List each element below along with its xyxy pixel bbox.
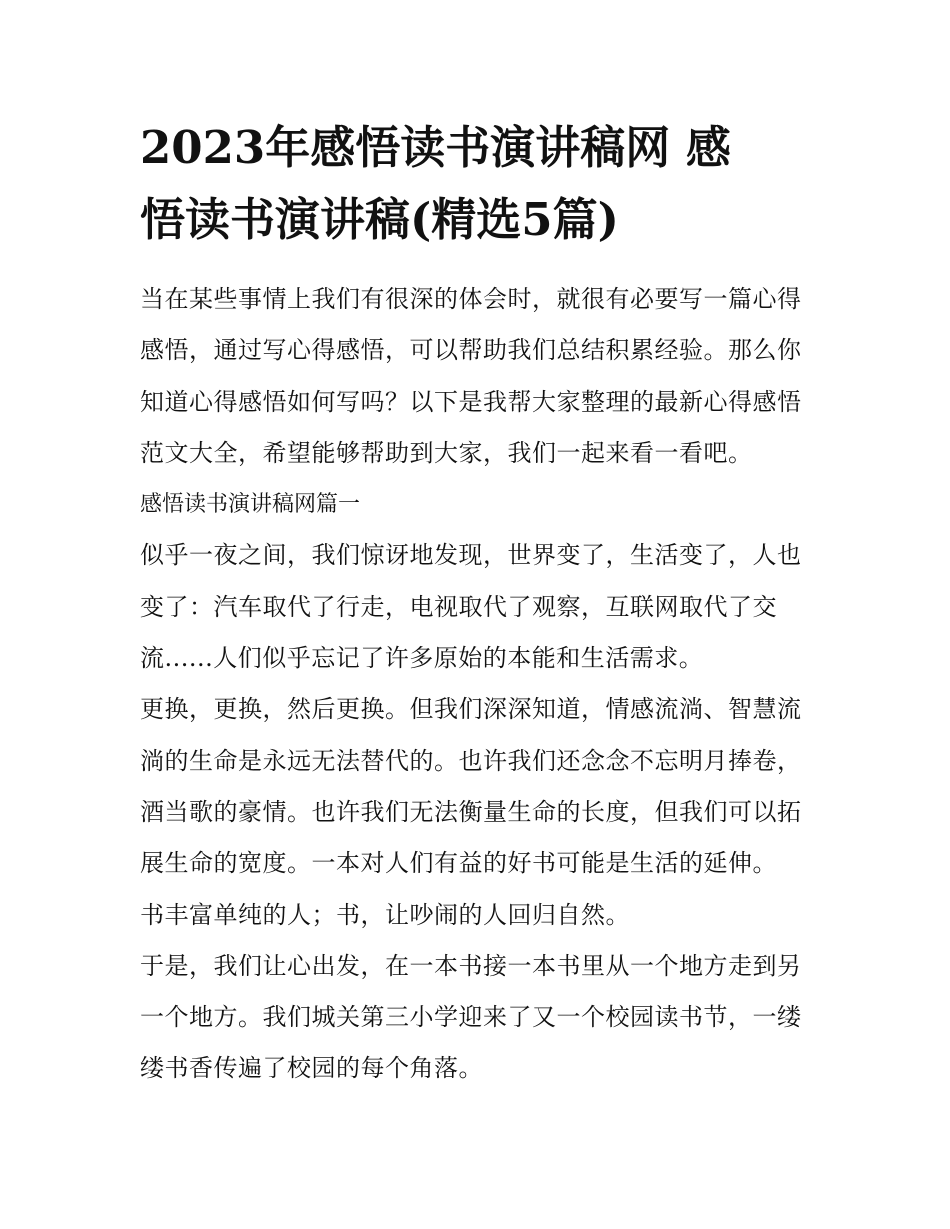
text-line: 流......人们似乎忘记了许多原始的本能和生活需求。 — [140, 644, 704, 673]
text-line: 缕书香传遍了校园的每个角落。 — [140, 1054, 483, 1083]
text-line: 知道心得感悟如何写吗？以下是我帮大家整理的最新心得感悟 — [140, 387, 802, 416]
text-line: 酒当歌的豪情。也许我们无法衡量生命的长度，但我们可以拓 — [140, 797, 802, 826]
section-heading — [140, 479, 825, 530]
body-paragraph — [140, 941, 825, 1095]
section-heading-text: 感悟读书演讲稿网篇一 — [140, 492, 361, 518]
text-line: 范文大全，希望能够帮助到大家，我们一起来看一看吧。 — [140, 438, 753, 467]
text-line: 书丰富单纯的人；书，让吵闹的人回归自然。 — [140, 900, 630, 929]
text-line: 更换，更换，然后更换。但我们深深知道，情感流淌、智慧流 — [140, 695, 802, 724]
text-line: 感悟，通过写心得感悟，可以帮助我们总结积累经验。那么你 — [140, 336, 802, 365]
text-line: 当在某些事情上我们有很深的体会时，就很有必要写一篇心得 — [140, 285, 802, 313]
body-paragraph — [140, 530, 825, 684]
text-line: 展生命的宽度。一本对人们有益的好书可能是生活的延伸。 — [140, 849, 777, 878]
intro-paragraph — [140, 274, 825, 479]
document-body — [140, 274, 825, 1095]
text-line: 淌的生命是永远无法替代的。也许我们还念念不忘明月捧卷， — [140, 746, 802, 775]
text-line: 一个地方。我们城关第三小学迎来了又一个校园读书节，一缕 — [140, 1003, 802, 1032]
document-title — [140, 112, 820, 256]
title-line-1: 2023年感悟读书演讲稿网 感 — [140, 121, 731, 174]
text-line: 于是，我们让心出发，在一本书接一本书里从一个地方走到另 — [140, 951, 802, 980]
title-line-2: 悟读书演讲稿(精选5篇) — [140, 193, 619, 246]
body-paragraph — [140, 890, 825, 941]
text-line: 似乎一夜之间，我们惊讶地发现，世界变了，生活变了，人也 — [140, 541, 802, 570]
text-line: 变了：汽车取代了行走，电视取代了观察，互联网取代了交 — [140, 592, 777, 621]
body-paragraph — [140, 684, 825, 889]
